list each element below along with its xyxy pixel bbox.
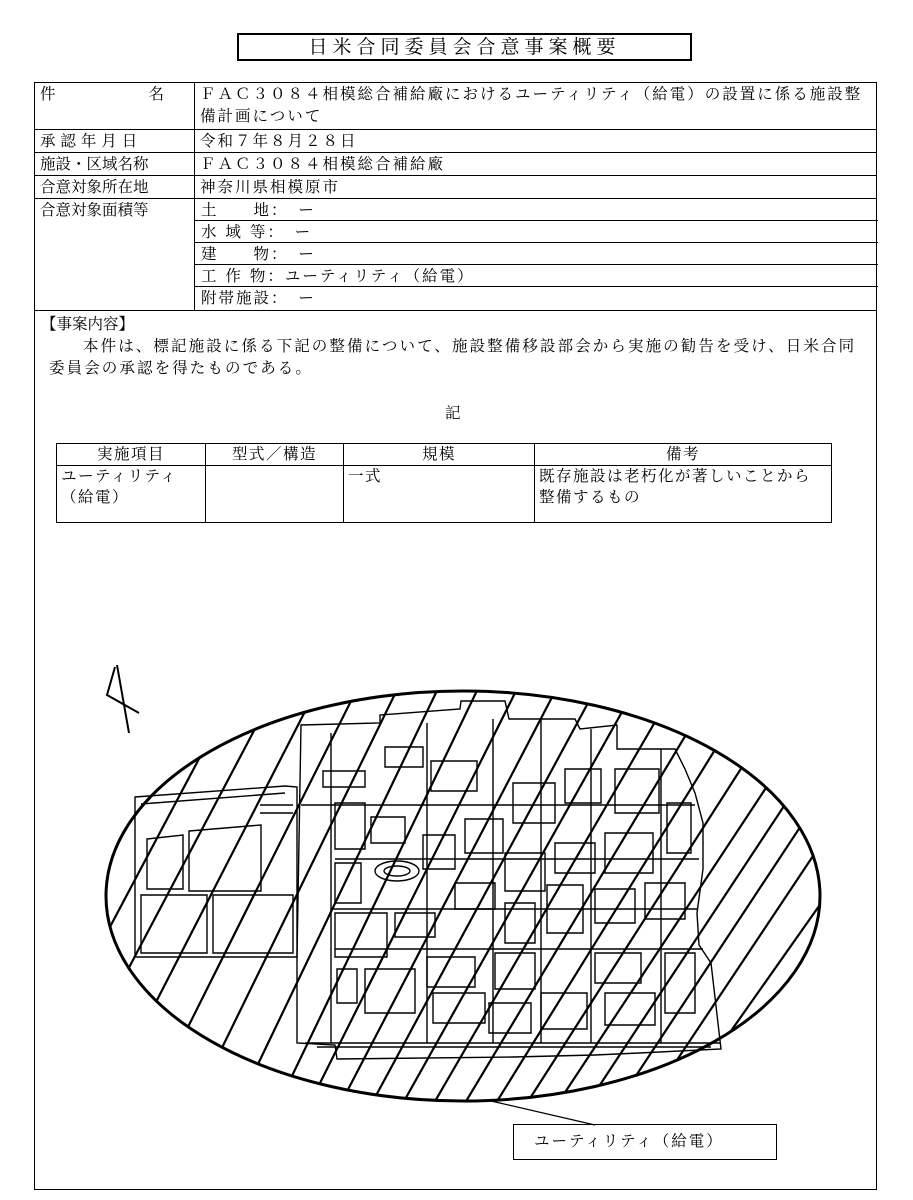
value-case-name: ＦＡＣ３０８４相模総合補給廠におけるユーティリティ（給電）の設置に係る施設整備計画について [200,85,863,125]
implementation-table [56,443,832,523]
area-ancillary: 附帯施設： ー [201,289,316,307]
table-cell-item: ユーティリティ（給電） [57,466,206,523]
table-header-row [57,444,832,466]
value-approval-date: 令和７年８月２８日 [200,132,358,150]
label-area: 合意対象面積等 [35,199,195,310]
table-header: 型式／構造 [206,444,344,466]
table-cell-type [206,466,344,523]
value-facility-name: ＦＡＣ３０８４相模総合補給廠 [200,155,446,173]
label-approval-date: 承 認 年 月 日 [35,130,195,152]
table-cell-remarks: 既存施設は老朽化が著しいことから整備するもの [535,466,832,523]
content-body: 本件は、標記施設に係る下記の整備について、施設整備移設部会から実施の勧告を受け、日米合同委員会の承認を得たものである。 [49,337,857,377]
table-header: 備考 [535,444,832,466]
label-case-name: 件 名 [35,83,195,129]
content-heading: 【事案内容】 [41,315,135,333]
leader-line [491,1101,595,1125]
ki-mark: 記 [445,404,461,422]
site-map [35,573,878,1183]
area-structure: 工 作 物：ユーティリティ（給電） [195,265,878,287]
north-arrow-icon [107,665,139,733]
document-title: 日米合同委員会合意事案概要 [237,33,692,61]
row-case-name [35,83,876,130]
label-location: 合意対象所在地 [35,176,195,198]
row-approval-date [35,130,876,153]
area-building: 建 物： ー [195,243,878,265]
label-facility-name: 施設・区域名称 [35,153,195,175]
table-header: 実施項目 [57,444,206,466]
map-legend-label: ユーティリティ（給電） [513,1124,777,1160]
hatch-pattern [43,653,878,1153]
area-water: 水 域 等： ー [195,221,878,243]
row-location [35,176,876,199]
row-facility-name [35,153,876,176]
table-cell-scale: 一式 [344,466,535,523]
value-location: 神奈川県相模原市 [200,178,341,196]
table-row [57,466,832,523]
table-header: 規模 [344,444,535,466]
summary-frame [34,82,877,1190]
area-land: 土 地： ー [195,199,878,221]
row-area [35,199,876,311]
